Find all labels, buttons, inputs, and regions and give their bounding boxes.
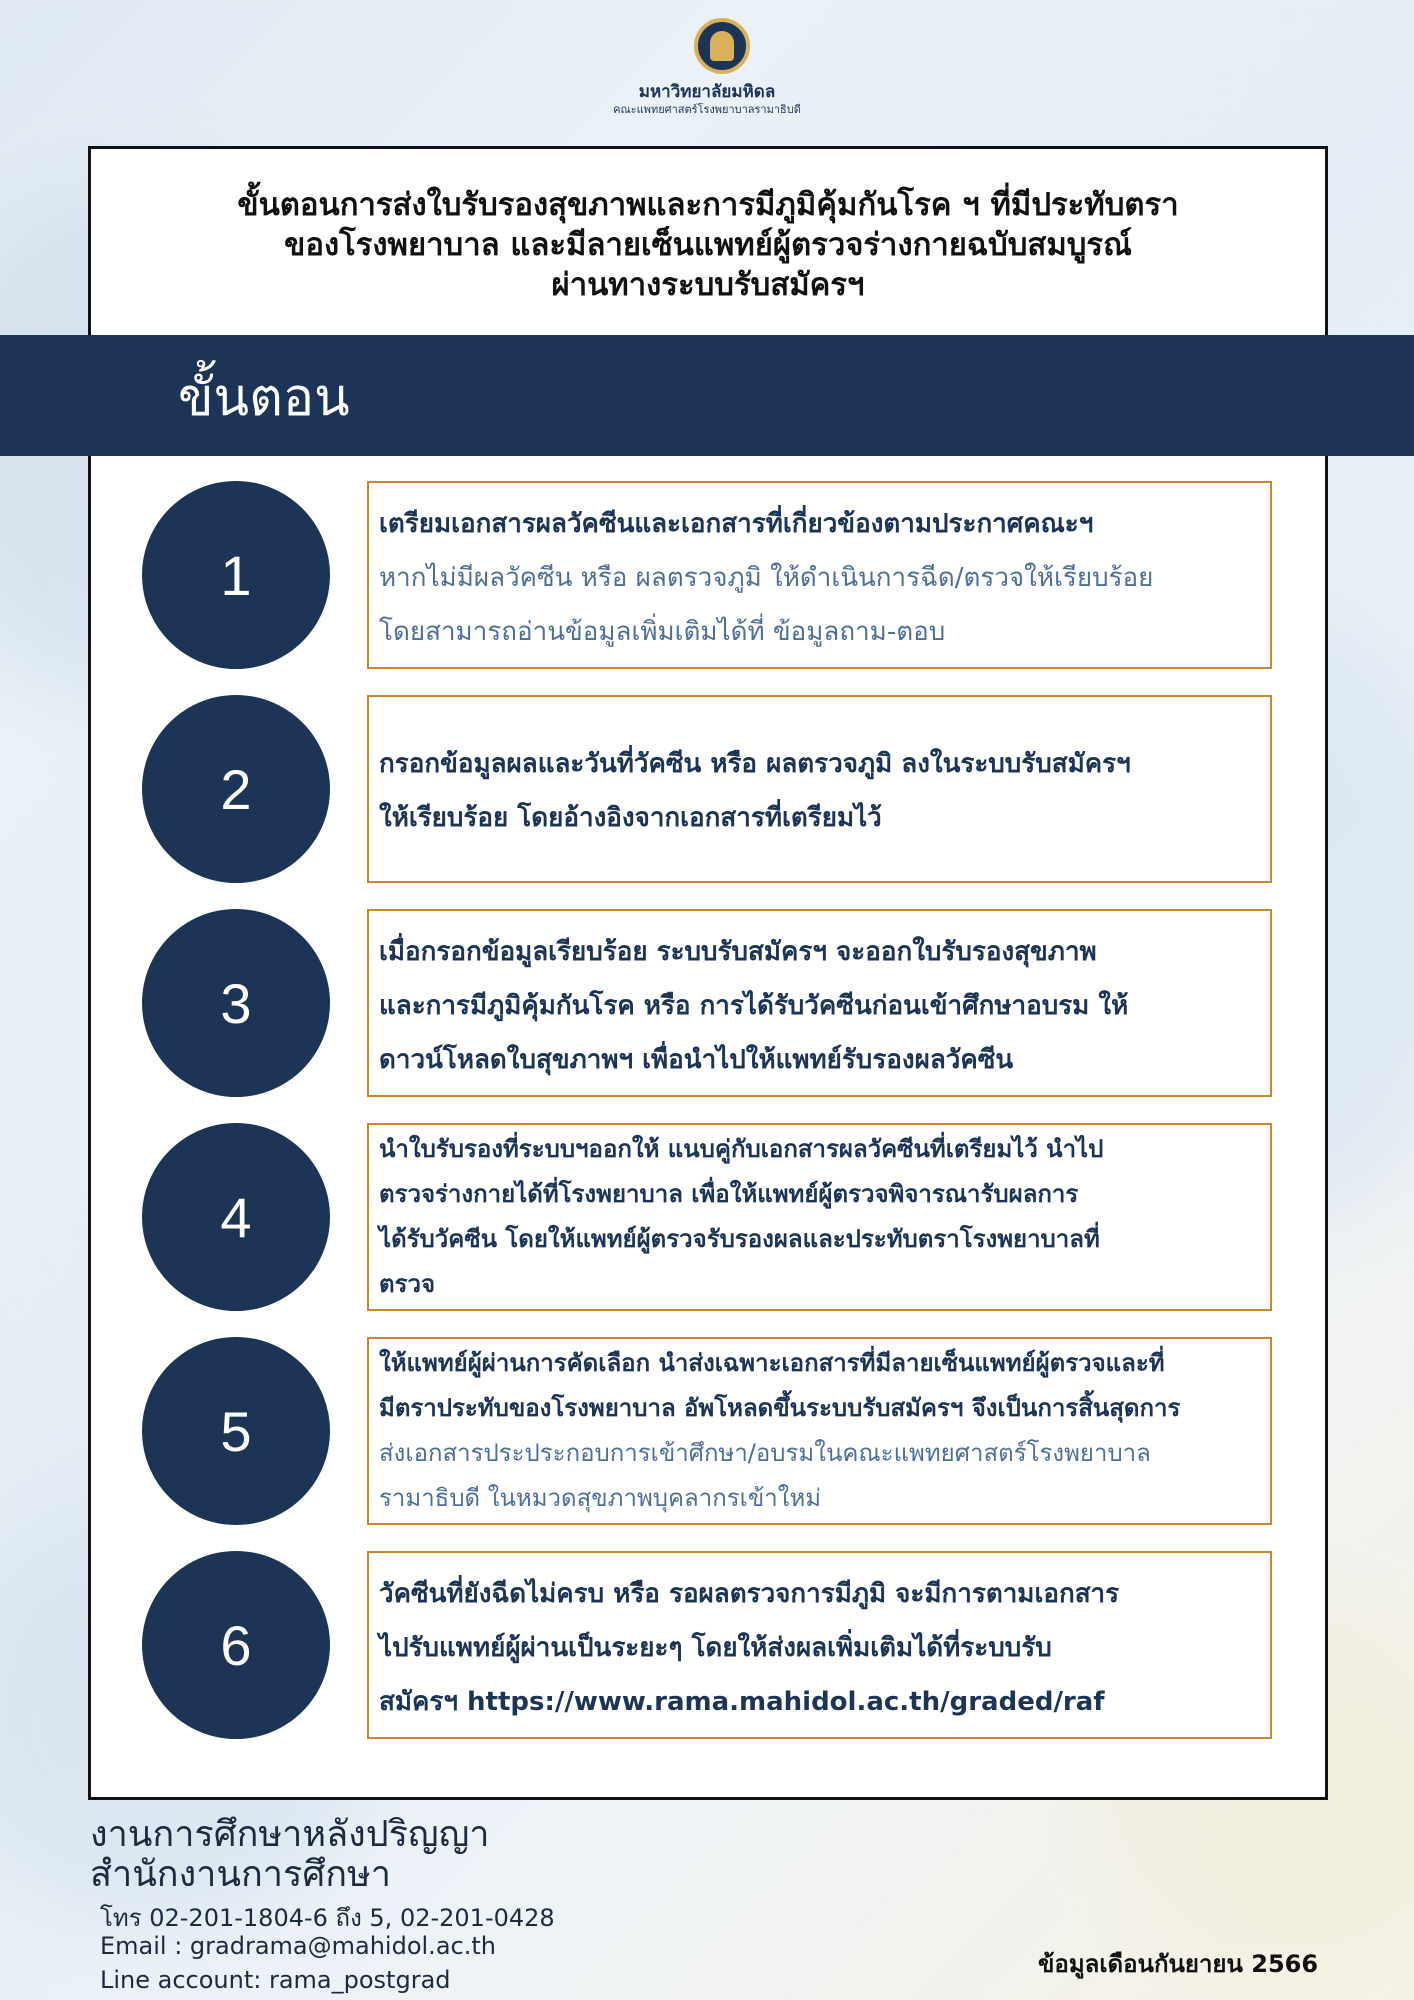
step-4-text: นำใบรับรองที่ระบบฯออกให้ แนบคู่กับเอกสารผลวัคซีนที่เตรียมไว้ นำไป [379,1135,1104,1163]
university-logo [694,18,750,74]
step-1-heading: เตรียมเอกสารผลวัคซีนและเอกสารที่เกี่ยวข้องตามประกาศคณะฯ [379,509,1094,539]
step-1-box [367,481,1272,669]
contact-line-account: Line account: rama_postgrad [100,1966,451,1994]
university-name: มหาวิทยาลัยมหิดล [638,82,776,102]
office-department: สำนักงานการศึกษา [90,1854,391,1895]
section-heading: ขั้นตอน [178,368,350,428]
step-5-text: ให้แพทย์ผู้ผ่านการคัดเลือก นำส่งเฉพาะเอกสารที่มีลายเซ็นแพทย์ผู้ตรวจและที่ [379,1349,1165,1377]
step-5-text: ส่งเอกสารประประกอบการเข้าศึกษา/อบรมในคณะแพทยศาสตร์โรงพยาบาล [379,1439,1151,1467]
step-3-text: และการมีภูมิคุ้มกันโรค หรือ การได้รับวัคซีนก่อนเข้าศึกษาอบรม ให้ [379,991,1129,1021]
step-number-circle: 6 [142,1551,330,1739]
step-1-text: หากไม่มีผลวัคซีน หรือ ผลตรวจภูมิ ให้ดำเนินการฉีด/ตรวจให้เรียบร้อย [379,563,1154,593]
step-4-text: ตรวจร่างกายได้ที่โรงพยาบาล เพื่อให้แพทย์ผู้ตรวจพิจารณารับผลการ [379,1180,1079,1208]
step-2-text: ให้เรียบร้อย โดยอ้างอิงจากเอกสารที่เตรียมไว้ [379,803,882,833]
document-title [91,185,1325,305]
title-line-2: ของโรงพยาบาล และมีลายเซ็นแพทย์ผู้ตรวจร่างกายฉบับสมบูรณ์ [284,227,1132,263]
step-6-text: ไปรับแพทย์ผู้ผ่านเป็นระยะๆ โดยให้ส่งผลเพิ่มเติมได้ที่ระบบรับ [379,1633,1052,1663]
seal-icon [710,31,734,61]
step-number-circle: 1 [142,481,330,669]
step-5-text: มีตราประทับของโรงพยาบาล อัพโหลดขึ้นระบบรับสมัครฯ จึงเป็นการสิ้นสุดการ [379,1394,1181,1422]
step-5-text: รามาธิบดี ในหมวดสุขภาพบุคลากรเข้าใหม่ [379,1484,822,1512]
office-name: งานการศึกษาหลังปริญญา [90,1814,490,1855]
step-6-box [367,1551,1272,1739]
step-3-box [367,909,1272,1097]
title-line-1: ขั้นตอนการส่งใบรับรองสุขภาพและการมีภูมิคุ้มกันโรค ฯ ที่มีประทับตรา [237,187,1179,223]
step-number-circle: 4 [142,1123,330,1311]
step-4-box [367,1123,1272,1311]
faculty-name: คณะแพทยศาสตร์โรงพยาบาลรามาธิบดี [613,103,801,116]
step-2-text: กรอกข้อมูลผลและวันที่วัคซีน หรือ ผลตรวจภูมิ ลงในระบบรับสมัครฯ [379,749,1131,779]
step-4-text: ได้รับวัคซีน โดยให้แพทย์ผู้ตรวจรับรองผลและประทับตราโรงพยาบาลที่ [379,1225,1100,1253]
step-6-text: สมัครฯ https://www.rama.mahidol.ac.th/graded/raf [379,1687,1105,1717]
step-number-circle: 3 [142,909,330,1097]
step-1-text: โดยสามารถอ่านข้อมูลเพิ่มเติมได้ที่ ข้อมูลถาม-ตอบ [379,617,946,647]
step-6-text: วัคซีนที่ยังฉีดไม่ครบ หรือ รอผลตรวจการมีภูมิ จะมีการตามเอกสาร [379,1579,1120,1609]
title-line-3: ผ่านทางระบบรับสมัครฯ [551,267,865,303]
step-number-circle: 2 [142,695,330,883]
step-3-text: เมื่อกรอกข้อมูลเรียบร้อย ระบบรับสมัครฯ จะออกใบรับรองสุขภาพ [379,937,1097,967]
step-3-text: ดาวน์โหลดใบสุขภาพฯ เพื่อนำไปให้แพทย์รับรองผลวัคซีน [379,1045,1014,1075]
section-banner [0,335,1414,456]
contact-phone: โทร 02-201-1804-6 ถึง 5, 02-201-0428 [100,1904,555,1932]
step-5-box [367,1337,1272,1525]
step-4-text: ตรวจ [379,1270,436,1298]
data-date-note: ข้อมูลเดือนกันยายน 2566 [1038,1950,1319,1978]
step-2-box [367,695,1272,883]
contact-email[interactable]: Email : gradrama@mahidol.ac.th [100,1932,496,1960]
step-number-circle: 5 [142,1337,330,1525]
